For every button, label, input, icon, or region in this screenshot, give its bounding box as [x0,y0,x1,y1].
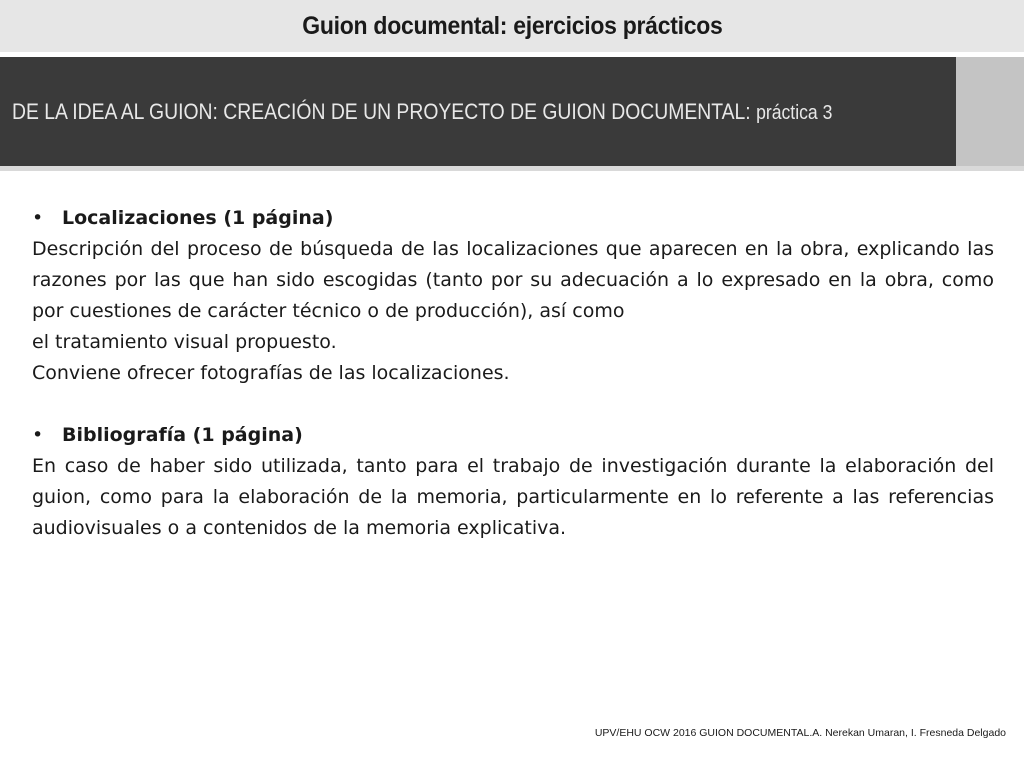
section-spacer [32,389,994,420]
section-paragraph: el tratamiento visual propuesto. [32,331,337,353]
bullet-icon: • [32,207,44,229]
title-bar [0,0,1024,52]
section-heading [32,420,994,451]
heading-text: Localizaciones (1 página) [62,207,334,229]
heading-text: Bibliografía (1 página) [62,424,303,446]
banner-rule [0,166,1024,171]
section-localizaciones [32,203,994,389]
section-bibliografia [32,420,994,544]
bullet-icon: • [32,424,44,446]
slide-content [32,203,994,544]
banner-text [12,99,832,125]
banner-main-text: DE LA IDEA AL GUION: CREACIÓN DE UN PROYECTO DE GUION DOCUMENTAL: [12,98,757,124]
banner-sub-text: práctica 3 [756,101,833,124]
section-heading [32,203,994,234]
banner-side-block [956,57,1024,166]
slide-title: Guion documental: ejercicios prácticos [301,11,723,40]
subtitle-banner [0,57,956,166]
section-paragraph: Descripción del proceso de búsqueda de las localizaciones que aparecen en la obra, explicando las razones por las que han sido escogidas (tanto por su adecuación a lo expresado en la obra, como por cuestiones de carácter técnico o de producción), así como [32,238,994,322]
slide-footer: UPV/EHU OCW 2016 GUION DOCUMENTAL.A. Nerekan Umaran, I. Fresneda Delgado [594,727,1006,739]
section-paragraph: En caso de haber sido utilizada, tanto para el trabajo de investigación durante la elaboración del guion, como para la elaboración de la memoria, particularmente en lo referente a las referencias audiovisuales o a contenidos de la memoria explicativa. [32,455,994,539]
section-paragraph: Conviene ofrecer fotografías de las localizaciones. [32,362,510,384]
